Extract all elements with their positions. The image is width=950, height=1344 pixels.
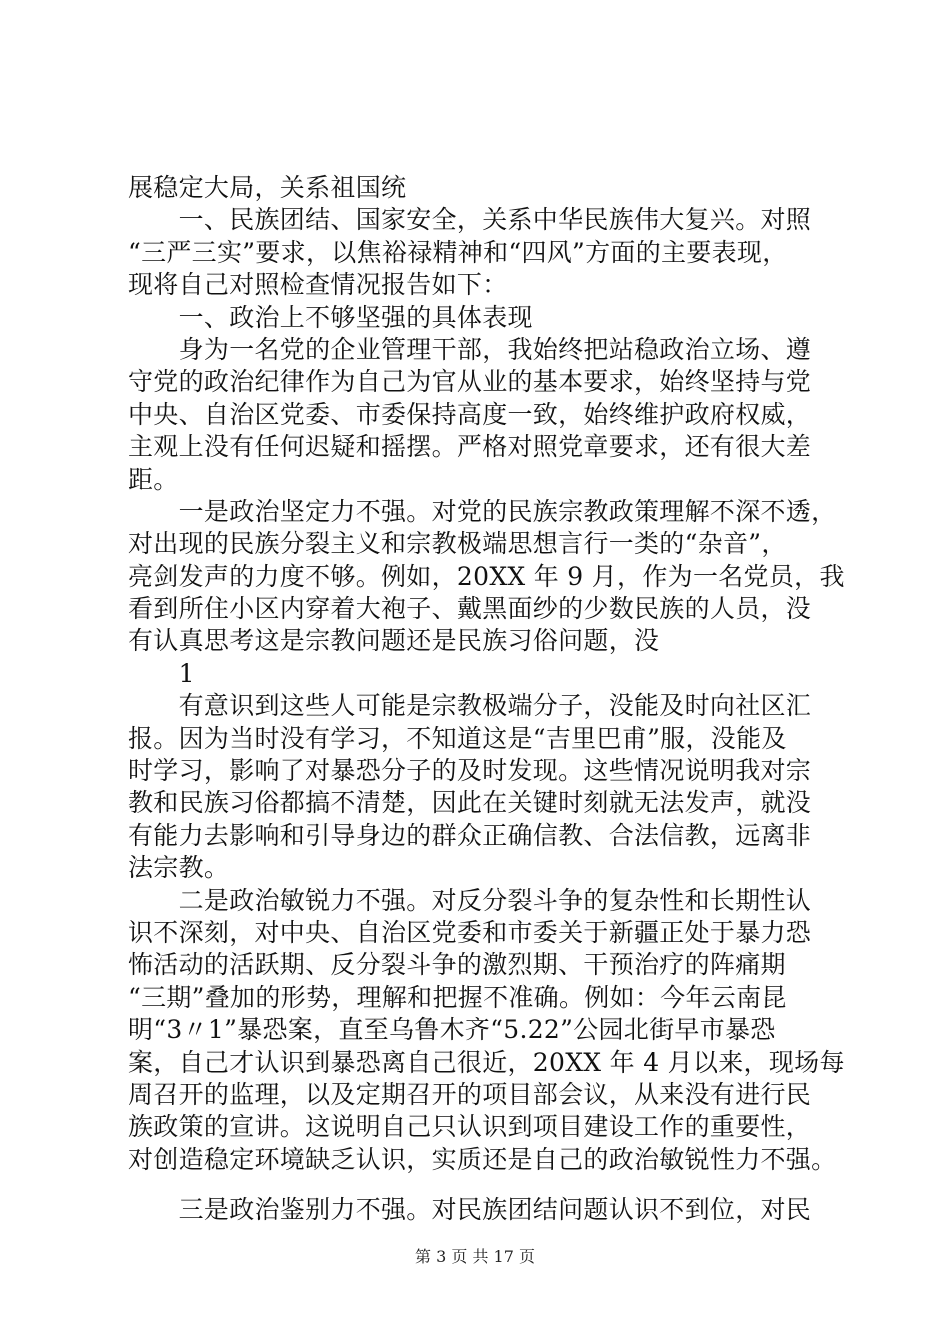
- text-line: 看到所住小区内穿着大袍子、戴黑面纱的少数民族的人员，没: [128, 594, 812, 624]
- text-line: 法宗教。: [128, 853, 230, 883]
- text-line: 一是政治坚定力不强。对党的民族宗教政策理解不深不透，: [128, 496, 837, 526]
- text-line: 亮剑发声的力度不够。例如，20XX 年 9 月，作为一名党员，我: [128, 561, 845, 591]
- text-line: 一、民族团结、国家安全，关系中华民族伟大复兴。对照: [128, 205, 812, 235]
- body-text: [128, 172, 848, 1227]
- text-line: 守党的政治纪律作为自己为官从业的基本要求，始终坚持与党: [128, 367, 812, 397]
- text-line: 案，自己才认识到暴恐离自己很近，20XX 年 4 月以来，现场每: [128, 1047, 845, 1077]
- text-line: 对出现的民族分裂主义和宗教极端思想言行一类的“杂音”，: [128, 529, 787, 559]
- inline-page-number: 1: [128, 658, 195, 688]
- text-line: 二是政治敏锐力不强。对反分裂斗争的复杂性和长期性认: [128, 885, 812, 915]
- text-line: “三期”叠加的形势，理解和把握不准确。例如：今年云南昆: [128, 982, 787, 1012]
- text-line: 距。: [128, 464, 179, 494]
- text-line: 教和民族习俗都搞不清楚，因此在关键时刻就无法发声，就没: [128, 788, 812, 818]
- text-line: 时学习，影响了对暴恐分子的及时发现。这些情况说明我对宗: [128, 756, 812, 786]
- section-heading: 一、政治上不够坚强的具体表现: [128, 302, 533, 332]
- text-line: 明“3〃1”暴恐案，直至乌鲁木齐“5.22”公园北街早市暴恐: [128, 1015, 776, 1045]
- text-line: 三是政治鉴别力不强。对民族团结问题认识不到位，对民: [128, 1195, 812, 1225]
- paragraph-gap: [128, 1176, 848, 1194]
- text-line: 周召开的监理，以及定期召开的项目部会议，从来没有进行民: [128, 1079, 812, 1109]
- text-line: 身为一名党的企业管理干部，我始终把站稳政治立场、遵: [128, 334, 812, 364]
- text-line: 报。因为当时没有学习，不知道这是“吉里巴甫”服，没能及: [128, 723, 787, 753]
- text-line: 有能力去影响和引导身边的群众正确信教、合法信教，远离非: [128, 820, 812, 850]
- page-footer: 第 3 页 共 17 页: [415, 1247, 535, 1266]
- text-line: 中央、自治区党委、市委保持高度一致，始终维护政府权威，: [128, 399, 812, 429]
- text-line: 有认真思考这是宗教问题还是民族习俗问题，没: [128, 626, 660, 656]
- text-line: 怖活动的活跃期、反分裂斗争的激烈期、干预治疗的阵痛期: [128, 950, 786, 980]
- text-line: “三严三实”要求，以焦裕禄精神和“四风”方面的主要表现，: [128, 237, 788, 267]
- text-line: 识不深刻，对中央、自治区党委和市委关于新疆正处于暴力恐: [128, 917, 812, 947]
- text-line: 主观上没有任何迟疑和摇摆。严格对照党章要求，还有很大差: [128, 432, 812, 462]
- text-line: 现将自己对照检查情况报告如下：: [128, 270, 508, 300]
- text-line: 族政策的宣讲。这说明自己只认识到项目建设工作的重要性，: [128, 1112, 812, 1142]
- text-line: 有意识到这些人可能是宗教极端分子，没能及时向社区汇: [128, 691, 812, 721]
- text-line: 对创造稳定环境缺乏认识，实质还是自己的政治敏锐性力不强。: [128, 1144, 837, 1174]
- text-line: 展稳定大局，关系祖国统: [128, 173, 407, 202]
